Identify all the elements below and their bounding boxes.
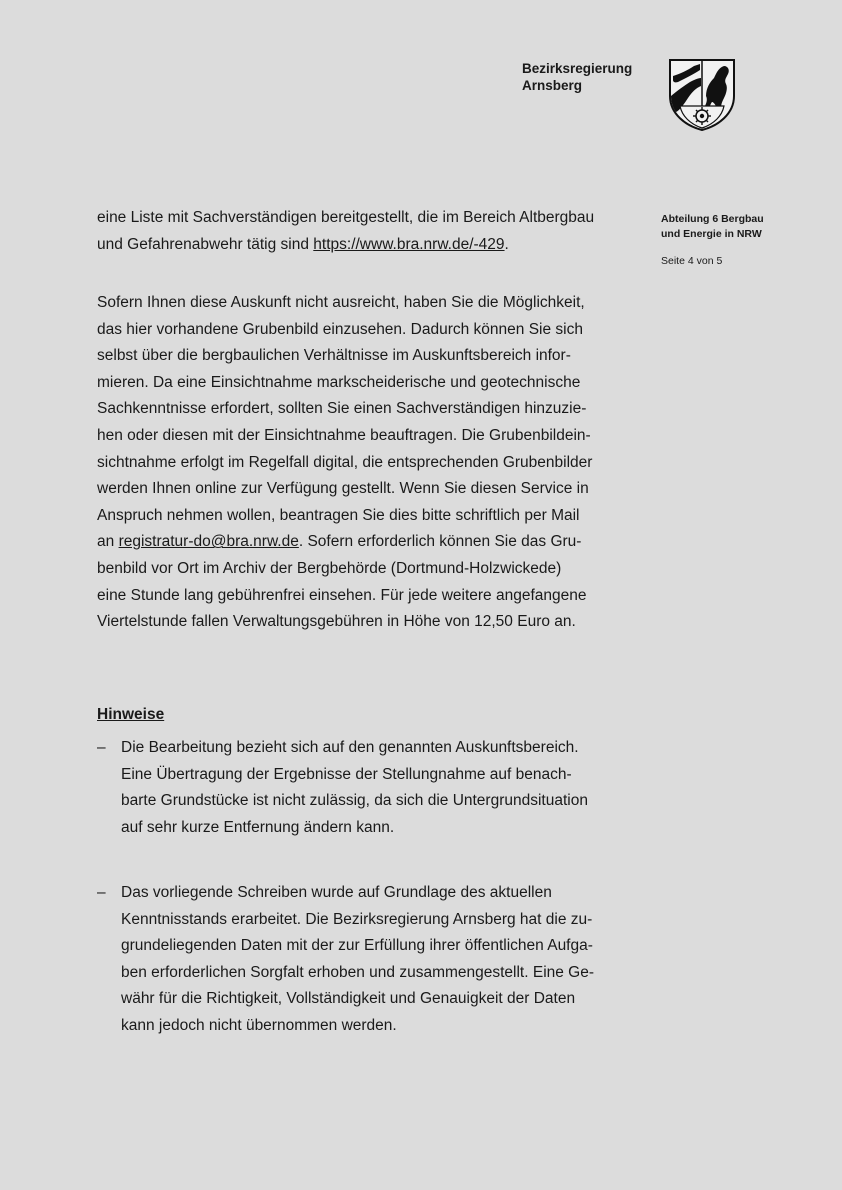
notes-heading: Hinweise [97, 706, 165, 723]
text-line: Das vorliegende Schreiben wurde auf Grundlage des aktuellen [121, 884, 552, 901]
text-line: sichtnahme erfolgt im Regelfall digital, die entsprechenden Grubenbilder [97, 453, 593, 471]
text-line: Viertelstunde fallen Verwaltungsgebühren in Höhe von 12,50 Euro an. [97, 613, 576, 631]
text-line: grundeliegenden Daten mit der zur Erfüllung ihrer öffentlichen Aufga- [121, 937, 593, 955]
text-line: kann jedoch nicht übernommen werden. [121, 1016, 397, 1034]
text-line: Sachkenntnisse erfordert, sollten Sie einen Sachverständigen hinzuzie- [97, 400, 587, 418]
text-line: ben erforderlichen Sorgfalt erhoben und zusammengestellt. Eine Ge- [121, 963, 595, 981]
paragraph-inspection [97, 290, 657, 636]
text-line: Anspruch nehmen wollen, beantragen Sie dies bitte schriftlich per Mail [97, 506, 580, 524]
text-fragment: . Sofern erforderlich können Sie das Gru- [298, 533, 582, 551]
text-fragment: . [504, 235, 509, 253]
text-line: Kenntnisstands erarbeitet. Die Bezirksregierung Arnsberg hat die zu- [121, 910, 593, 928]
text-line [97, 529, 657, 556]
text-line: mieren. Da eine Einsichtnahme markscheiderische und geotechnische [97, 373, 581, 391]
note-item [97, 880, 657, 1040]
text-line: Die Bearbeitung bezieht sich auf den genannten Auskunftsbereich. [121, 739, 579, 756]
text-line: barte Grundstücke ist nicht zulässig, da sich die Untergrundsituation [121, 792, 588, 810]
text-line: eine Stunde lang gebührenfrei einsehen. Für jede weitere angefangene [97, 586, 587, 604]
text-line: benbild vor Ort im Archiv der Bergbehörde (Dortmund-Holzwickede) [97, 559, 562, 577]
text-fragment: an [97, 533, 119, 551]
expert-list-link[interactable]: https://www.bra.nrw.de/-429 [313, 235, 505, 253]
text-line: Sofern Ihnen diese Auskunft nicht ausreicht, haben Sie die Möglichkeit, [97, 294, 585, 311]
page-number: Seite 4 von 5 [661, 255, 723, 267]
text-line: hen oder diesen mit der Einsichtnahme beauftragen. Die Grubenbildein- [97, 426, 591, 444]
dash-bullet: – [97, 884, 106, 901]
email-link[interactable]: registratur-do@bra.nrw.de [118, 533, 299, 551]
authority-line1: Bezirksregierung [522, 61, 633, 76]
text-line: selbst über die bergbaulichen Verhältnisse im Auskunftsbereich infor- [97, 347, 571, 365]
text-line: eine Liste mit Sachverständigen bereitgestellt, die im Bereich Altbergbau [97, 209, 595, 226]
authority-line2: Arnsberg [522, 78, 583, 93]
authority-name [522, 60, 632, 94]
text-line: das hier vorhandene Grubenbild einzusehen. Dadurch können Sie sich [97, 320, 583, 338]
text-line: währ für die Richtigkeit, Vollständigkeit und Genauigkeit der Daten [121, 990, 576, 1008]
text-line: Eine Übertragung der Ergebnisse der Stellungnahme auf benach- [121, 765, 572, 783]
text-line [97, 232, 657, 259]
paragraph-expert-list [97, 205, 657, 258]
nrw-coat-of-arms-icon [668, 56, 736, 132]
department-line1: Abteilung 6 Bergbau [661, 213, 764, 225]
sidebar-info [661, 212, 801, 269]
department-line2: und Energie in NRW [661, 228, 762, 240]
note-item [97, 735, 657, 841]
dash-bullet: – [97, 739, 106, 756]
text-fragment: und Gefahrenabwehr tätig sind [97, 235, 314, 253]
text-line: auf sehr kurze Entfernung ändern kann. [121, 818, 395, 836]
text-line: werden Ihnen online zur Verfügung gestellt. Wenn Sie diesen Service in [97, 480, 589, 498]
